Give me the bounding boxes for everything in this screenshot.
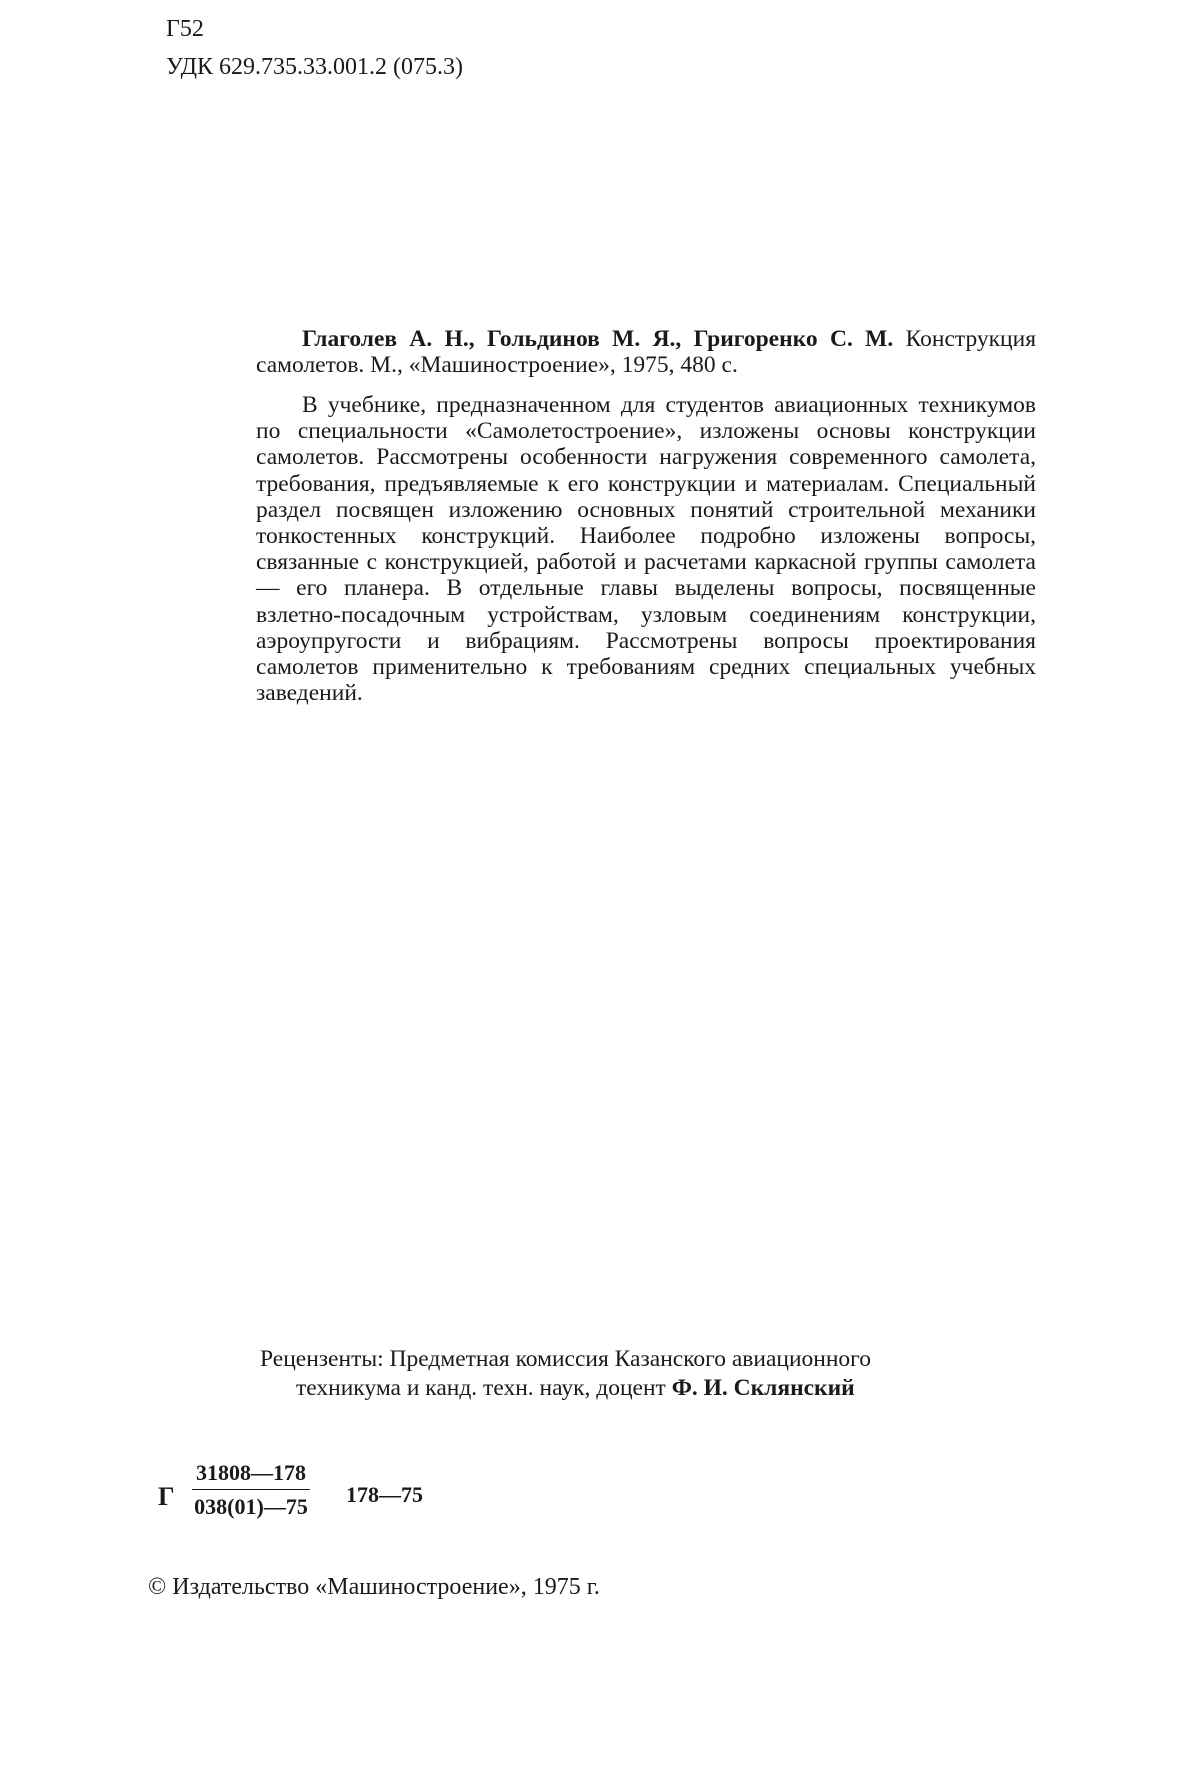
copyright-notice: © Издательство «Машиностроение», 1975 г. [148, 1574, 600, 1600]
index-numerator: 31808—178 [192, 1460, 310, 1490]
reviewers-line-1: Рецензенты: Предметная комиссия Казанского авиационного [260, 1346, 871, 1372]
udk-code: УДК 629.735.33.001.2 (075.3) [166, 54, 463, 80]
bibliographic-details: Конструкция самолетов. М., «Машиностроение», 1975, 480 с. [256, 326, 1037, 379]
index-letter: Г [158, 1482, 175, 1511]
index-suffix: 178—75 [346, 1482, 423, 1507]
reviewers-line-2-prefix: техникума и канд. техн. наук, доцент [296, 1375, 666, 1401]
publication-index [158, 1460, 658, 1540]
authors: Глаголев А. Н., Гольдинов М. Я., Григоренко С. М. [302, 326, 894, 352]
index-fraction [192, 1460, 310, 1520]
reviewers [260, 1345, 1020, 1403]
bibliographic-description [256, 326, 1036, 378]
classification-code: Г52 [166, 16, 204, 42]
annotation: В учебнике, предназначенном для студентов авиационных техникумов по специальности «Самолетостроение», изложены основы конструкции самолетов. Рассмотрены особенности нагружения современного самолета, требования, предъявляемые к его конструкции и материалам. Специальный раздел посвящен изложению основных понятий строительной механики тонкостенных конструкций. Наиболее подробно изложены вопросы, связанные с конструкцией, работой и расчетами каркасной группы самолета — его планера. В отдельные главы выделены вопросы, посвященные взлетно-посадочным устройствам, узловым соединениям конструкции, аэроупругости и вибрациям. Рассмотрены вопросы проектирования самолетов применительно к требованиям средних специальных учебных заведений. [256, 392, 1036, 707]
reviewer-name: Ф. И. Склянский [671, 1375, 855, 1401]
reviewers-line-2 [260, 1374, 1020, 1403]
index-denominator: 038(01)—75 [194, 1494, 308, 1519]
